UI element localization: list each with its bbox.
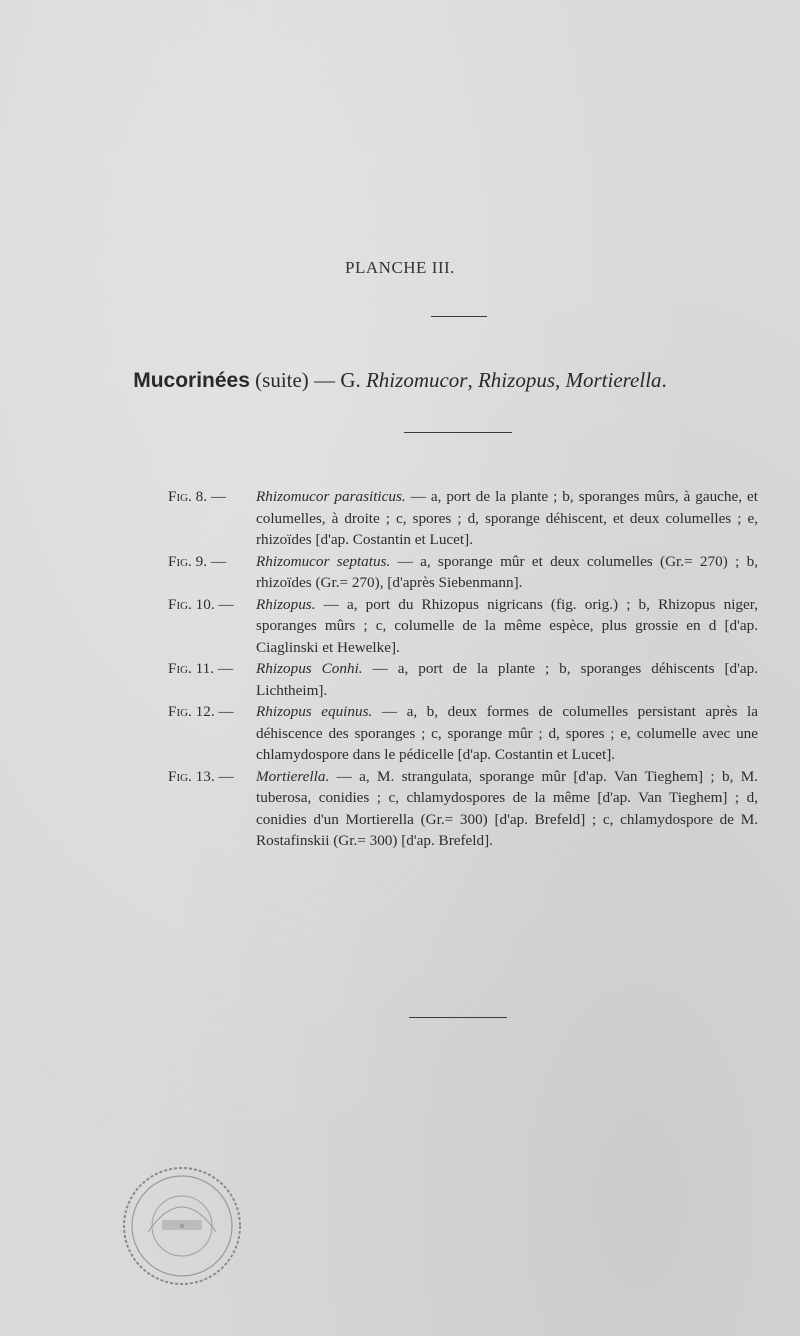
- figure-legend-list: [168, 486, 758, 852]
- fig-dash: —: [210, 488, 227, 505]
- plate-heading: [0, 368, 800, 393]
- fig-dash: —: [218, 703, 234, 720]
- fig-label: Fig. 11.: [168, 660, 215, 677]
- fig-species: Mortierella.: [256, 767, 330, 785]
- fig-dash: —: [217, 660, 234, 677]
- fig-label: Fig. 10.: [168, 595, 215, 613]
- divider-top: [431, 316, 487, 317]
- fig-species: Rhizopus.: [256, 595, 316, 613]
- fig-species: Rhizopus equinus.: [256, 703, 373, 720]
- divider-bottom: [409, 1017, 507, 1018]
- genus-mortierella: Mortierella: [565, 368, 662, 392]
- figure-legend-11: [168, 658, 758, 701]
- separator: ,: [555, 368, 561, 392]
- fig-label: Fig. 8.: [168, 488, 208, 505]
- genus-rhizomucor: Rhizomucor: [365, 368, 468, 392]
- figure-legend-10: [168, 594, 758, 659]
- suite-note: (suite): [255, 368, 309, 392]
- figure-legend-13: [168, 766, 758, 852]
- fig-dash: —: [218, 767, 234, 785]
- fig-species: Rhizomucor septatus.: [256, 552, 391, 570]
- fig-description: — a, port de la plante ; b, sporanges mûrs, à gauche, et columelles, à droite ; c, spores ; d, sporange déhiscent, et deux columelles ; e, rhizoïdes [d'ap. Costantin et Lucet].: [256, 488, 758, 548]
- fig-description: — a, port du Rhizopus nigricans (fig. orig.) ; b, Rhizopus niger, sporanges mûrs ; c, columelle de la même espèce, plus grossie en d [d'ap. Ciaglinski et Hewelke].: [256, 595, 758, 656]
- fig-label: Fig. 9.: [168, 552, 208, 570]
- figure-legend-12: [168, 701, 758, 766]
- genera-prefix: — G.: [314, 368, 361, 392]
- library-stamp-icon: [118, 1162, 246, 1290]
- fig-description: — a, port de la plante ; b, sporanges déhiscents [d'ap. Lichtheim].: [256, 660, 758, 699]
- figure-legend-8: [168, 486, 758, 551]
- plate-title: PLANCHE III.: [345, 258, 455, 277]
- fig-label: Fig. 13.: [168, 767, 215, 785]
- fig-description: — a, M. strangulata, sporange mûr [d'ap. Van Tieghem] ; b, M. tuberosa, conidies ; c, chlamydospores de la même [d'ap. Van Tieghem] ; d, conidies d'un Mortierella (Gr.= 300) [d'ap. Brefeld] ; c, chlamydospore de M. Rostafinskii (Gr.= 300) [d'ap. Brefeld].: [256, 767, 758, 849]
- fig-description: — a, sporange mûr et deux columelles (Gr.= 270) ; b, rhizoïdes (Gr.= 270), [d'après Siebenmann].: [256, 552, 758, 591]
- separator: ,: [467, 368, 473, 392]
- fig-label: Fig. 12.: [168, 703, 215, 720]
- divider-middle: [404, 432, 512, 433]
- fig-species: Rhizomucor parasiticus.: [256, 488, 406, 505]
- fig-species: Rhizopus Conhi.: [256, 660, 363, 677]
- period: .: [661, 368, 667, 392]
- family-name: Mucorinées: [133, 369, 250, 392]
- figure-legend-9: [168, 551, 758, 594]
- fig-dash: —: [210, 552, 227, 570]
- fig-description: — a, b, deux formes de columelles persistant après la déhiscence des sporanges ; c, sporange mûr ; d, spores ; e, columelle avec une chlamydospore dans le pédicelle [d'ap. Costantin et Lucet].: [256, 703, 758, 763]
- genus-rhizopus: Rhizopus: [477, 368, 555, 392]
- fig-dash: —: [218, 595, 234, 613]
